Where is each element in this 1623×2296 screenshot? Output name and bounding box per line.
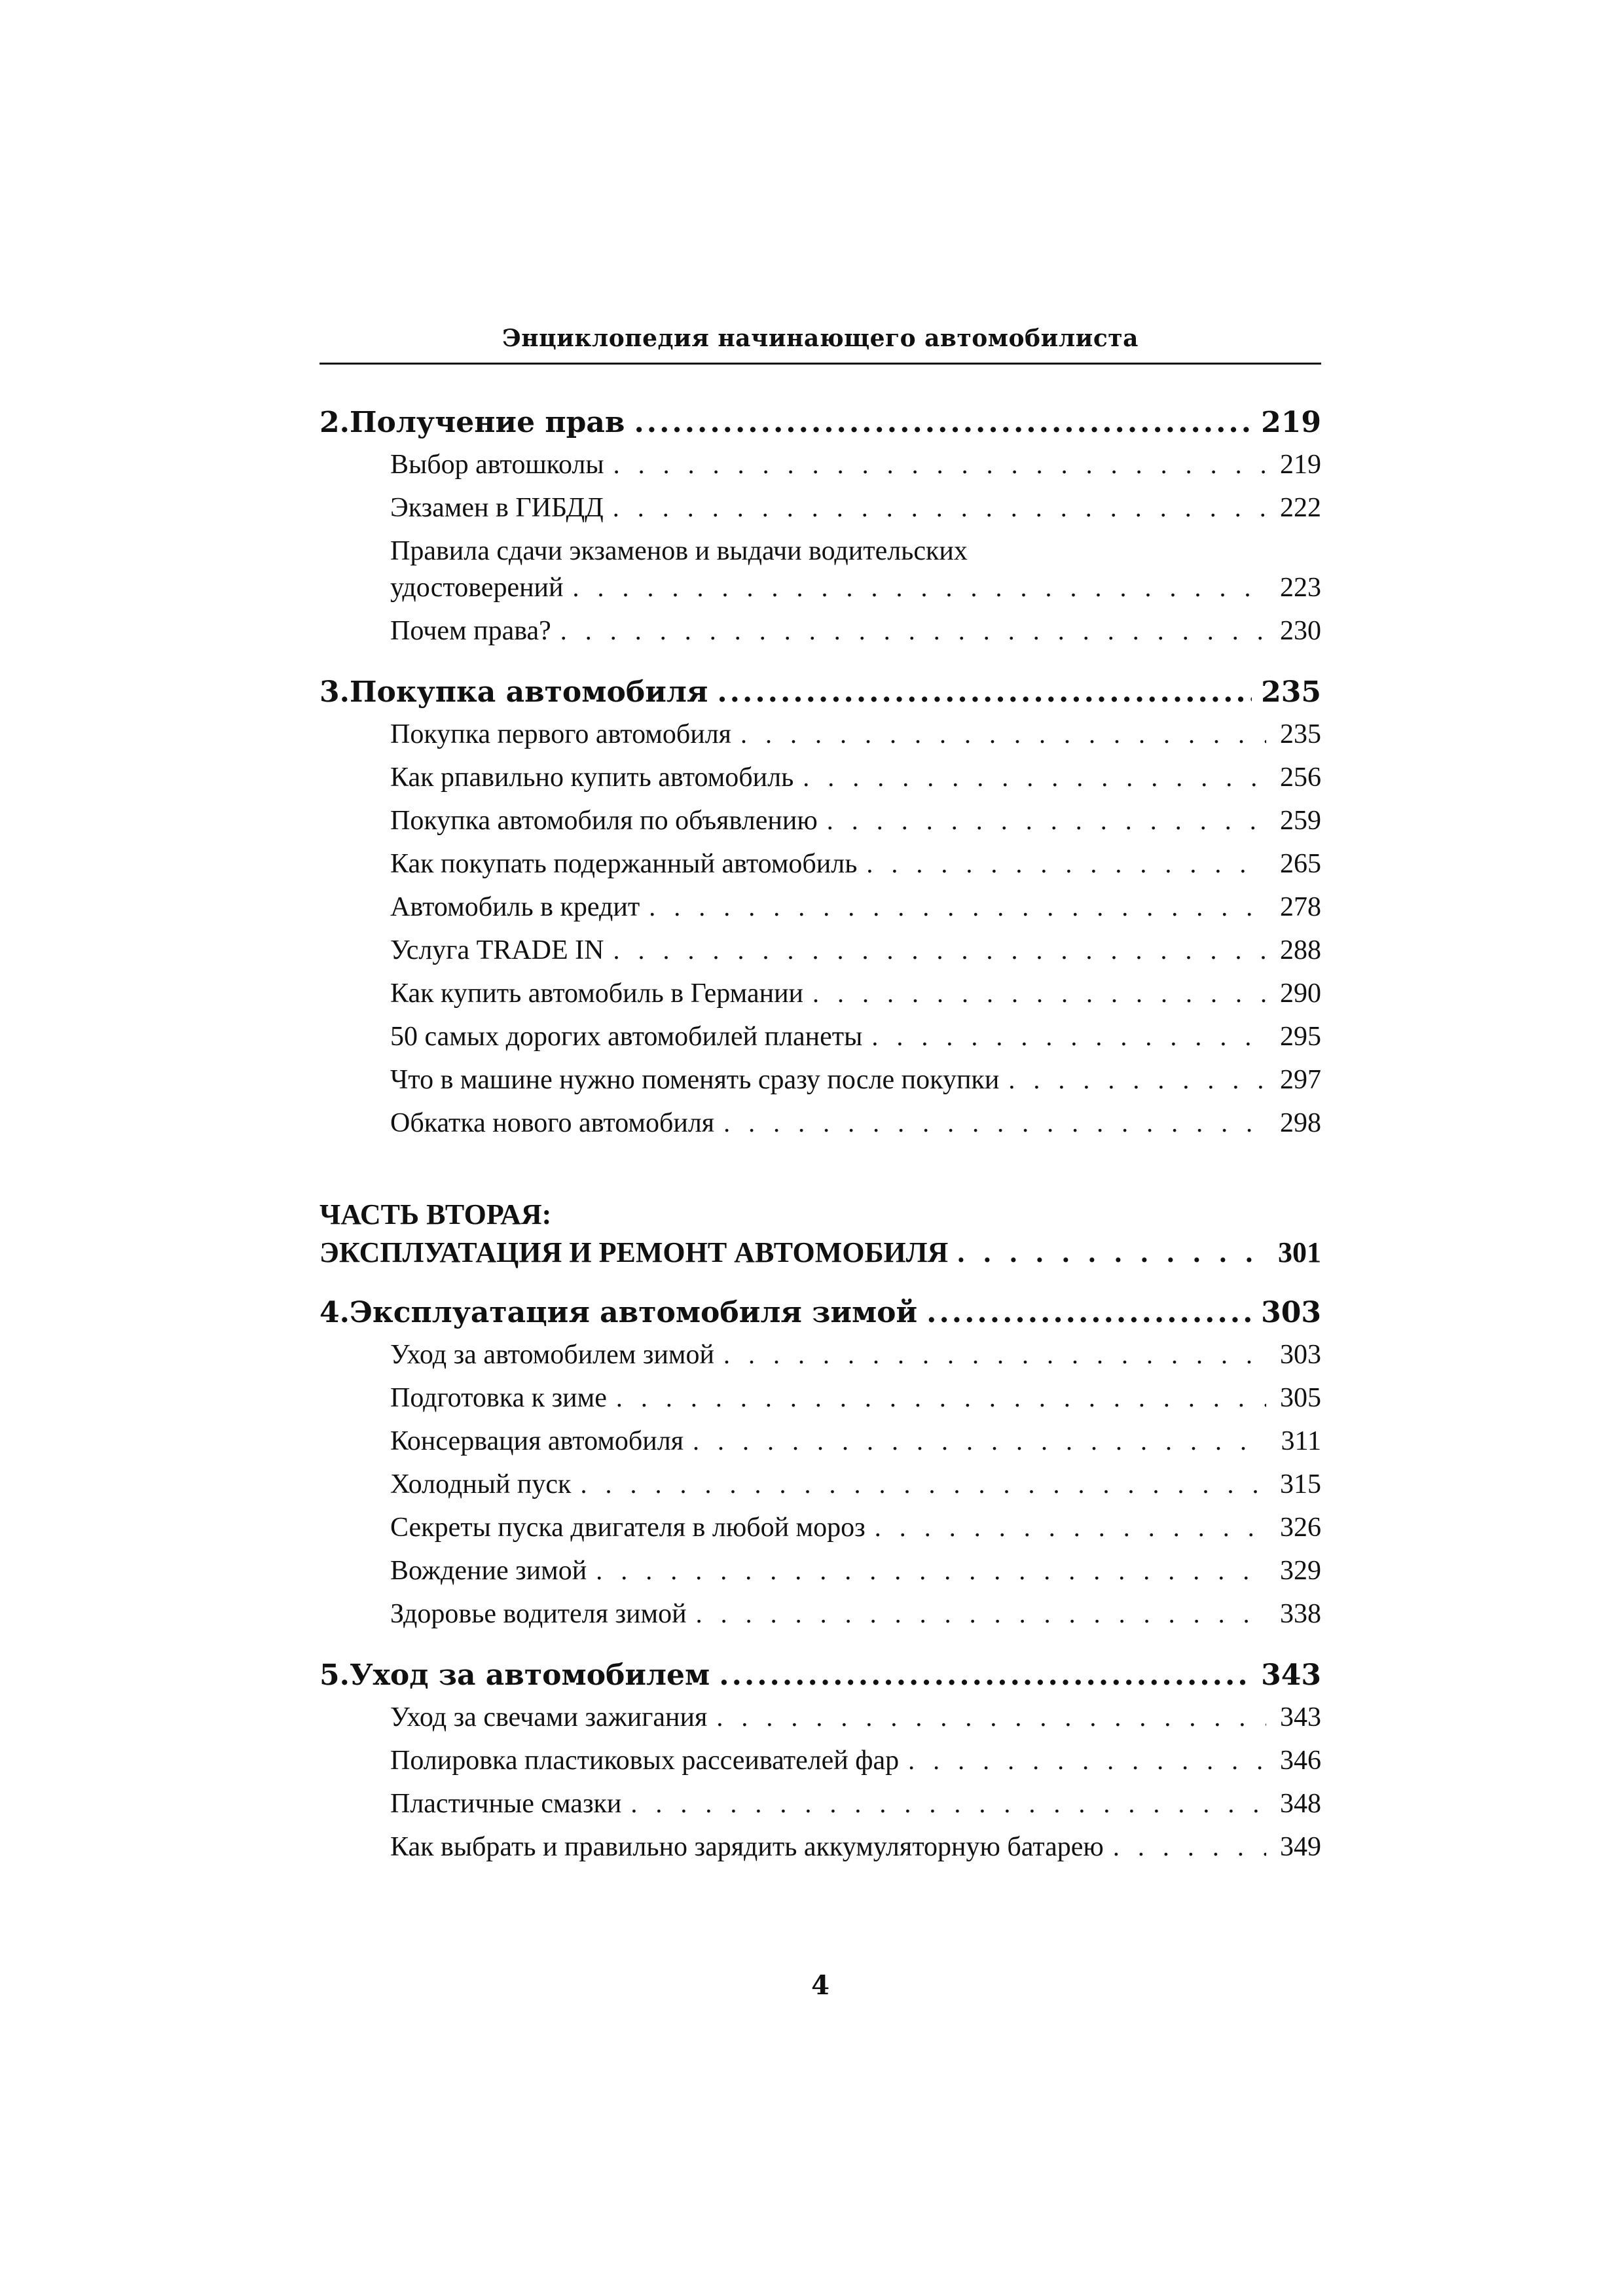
dot-leader (875, 1512, 1266, 1543)
chapter-heading[interactable] (319, 1296, 1321, 1339)
entry-page: 338 (1280, 1599, 1321, 1629)
header-rule (319, 363, 1321, 365)
chapter-page: 303 (1261, 1296, 1321, 1329)
entry-title: Уход за свечами зажигания (390, 1702, 708, 1732)
entry-page: 346 (1280, 1746, 1321, 1776)
dot-leader (719, 1659, 1252, 1692)
part-title: ЭКСПЛУАТАЦИЯ И РЕМОНТ АВТОМОБИЛЯ (319, 1236, 949, 1268)
entry-page: 343 (1280, 1702, 1321, 1732)
dot-leader (634, 406, 1252, 439)
toc-entry[interactable] (319, 978, 1321, 1021)
entry-page: 329 (1280, 1556, 1321, 1586)
dot-leader (613, 492, 1266, 523)
entry-page: 305 (1280, 1383, 1321, 1413)
entry-page: 288 (1280, 935, 1321, 965)
entry-page: 265 (1280, 849, 1321, 879)
toc-entry[interactable] (319, 1702, 1321, 1745)
toc-entry[interactable] (319, 449, 1321, 492)
entry-title: Здоровье водителя зимой (390, 1599, 687, 1629)
toc-entry[interactable] (319, 719, 1321, 762)
dot-leader (693, 1426, 1266, 1456)
entry-title: Уход за автомобилем зимой (390, 1340, 714, 1370)
toc-entry[interactable] (319, 1021, 1321, 1064)
spacer (319, 1151, 1321, 1198)
toc-entry-first-line[interactable] (319, 535, 1392, 572)
entry-title: Холодный пуск (390, 1469, 572, 1499)
dot-leader (560, 615, 1266, 646)
dot-leader (740, 719, 1266, 749)
dot-leader (616, 1382, 1266, 1413)
chapter-title: Покупка автомобиля (349, 675, 708, 709)
chapter-title: Получение прав (349, 406, 625, 439)
dot-leader (957, 1236, 1266, 1269)
entry-title: Почем права? (390, 616, 551, 646)
entry-title: Что в машине нужно поменять сразу после покупки (390, 1065, 1000, 1095)
toc-entry[interactable] (319, 1831, 1321, 1874)
dot-leader (723, 1339, 1266, 1370)
spacer (319, 1279, 1321, 1296)
part-page: 301 (1278, 1236, 1321, 1268)
chapter-page: 343 (1261, 1659, 1321, 1692)
dot-leader (580, 1469, 1266, 1499)
toc-entry[interactable] (319, 572, 1321, 615)
chapter-number: 3. (319, 675, 350, 709)
dot-leader (573, 572, 1266, 603)
entry-title: Секреты пуска двигателя в любой мороз (390, 1513, 866, 1543)
entry-title-line1: Правила сдачи экзаменов и выдачи водительских (390, 536, 968, 566)
toc-entry[interactable] (319, 1598, 1321, 1641)
toc-entry[interactable] (319, 805, 1321, 848)
toc-entry[interactable] (319, 935, 1321, 978)
chapter-title: Уход за автомобилем (349, 1659, 710, 1692)
toc-entry[interactable] (319, 1469, 1321, 1512)
entry-page: 348 (1280, 1789, 1321, 1819)
dot-leader (866, 848, 1266, 879)
entry-page: 278 (1280, 892, 1321, 922)
toc-entry[interactable] (319, 1382, 1321, 1426)
chapter-number: 5. (319, 1659, 350, 1692)
dot-leader (596, 1555, 1266, 1586)
part-heading[interactable] (319, 1236, 1321, 1279)
dot-leader (723, 1107, 1266, 1138)
part-label-text: ЧАСТЬ ВТОРАЯ: (319, 1198, 552, 1230)
toc-entry[interactable] (319, 1339, 1321, 1382)
chapter-heading[interactable] (319, 675, 1321, 719)
entry-page: 230 (1280, 616, 1321, 646)
dot-leader (696, 1598, 1266, 1629)
dot-leader (803, 762, 1266, 793)
entry-title: Вождение зимой (390, 1556, 587, 1586)
entry-title: Обкатка нового автомобиля (390, 1108, 715, 1138)
chapter-number: 4. (319, 1296, 350, 1329)
toc-entry[interactable] (319, 848, 1321, 891)
entry-title: Пластичные смазки (390, 1789, 622, 1819)
dot-leader (827, 805, 1266, 836)
entry-title: удостоверений (390, 573, 564, 603)
dot-leader (630, 1788, 1266, 1819)
spacer (319, 658, 1321, 675)
entry-title: Покупка первого автомобиля (390, 719, 732, 749)
part-label (319, 1198, 1321, 1236)
entry-page: 298 (1280, 1108, 1321, 1138)
table-of-contents (319, 406, 1321, 1874)
entry-page: 290 (1280, 978, 1321, 1009)
entry-page: 315 (1280, 1469, 1321, 1499)
dot-leader (1113, 1831, 1266, 1862)
dot-leader (871, 1021, 1266, 1052)
chapter-page: 235 (1261, 675, 1321, 709)
running-head: Энциклопедия начинающего автомобилиста (502, 325, 1139, 352)
dot-leader (717, 675, 1252, 709)
dot-leader (812, 978, 1266, 1009)
entry-title: Как рпавильно купить автомобиль (390, 762, 794, 793)
chapter-number: 2. (319, 406, 350, 439)
entry-page: 295 (1280, 1022, 1321, 1052)
toc-entry[interactable] (319, 1064, 1321, 1107)
toc-entry[interactable] (319, 1107, 1321, 1151)
entry-title: Автомобиль в кредит (390, 892, 640, 922)
toc-entry[interactable] (319, 1788, 1321, 1831)
entry-page: 223 (1280, 573, 1321, 603)
toc-entry[interactable] (319, 891, 1321, 935)
entry-title: Как покупать подержанный автомобиль (390, 849, 858, 879)
dot-leader (908, 1745, 1266, 1776)
dot-leader (716, 1702, 1266, 1732)
entry-page: 297 (1280, 1065, 1321, 1095)
entry-title: Подготовка к зиме (390, 1383, 607, 1413)
toc-entry[interactable] (319, 1745, 1321, 1788)
dot-leader (613, 935, 1266, 965)
entry-page: 235 (1280, 719, 1321, 749)
entry-title: Консервация автомобиля (390, 1426, 684, 1456)
dot-leader (926, 1296, 1252, 1329)
entry-title: Как выбрать и правильно зарядить аккумуляторную батарею (390, 1832, 1104, 1862)
entry-title: 50 самых дорогих автомобилей планеты (390, 1022, 863, 1052)
entry-title: Услуга TRADE IN (390, 935, 604, 965)
entry-title: Полировка пластиковых рассеивателей фар (390, 1746, 900, 1776)
entry-title: Экзамен в ГИБДД (390, 493, 604, 523)
entry-page: 349 (1280, 1832, 1321, 1862)
entry-page: 256 (1280, 762, 1321, 793)
toc-entry[interactable] (319, 615, 1321, 658)
chapter-title: Эксплуатация автомобиля зимой (349, 1296, 918, 1329)
entry-page: 326 (1280, 1513, 1321, 1543)
entry-page: 219 (1280, 450, 1321, 480)
dot-leader (649, 891, 1266, 922)
toc-entry[interactable] (319, 1512, 1321, 1555)
entry-title: Выбор автошколы (390, 450, 604, 480)
spacer (319, 1641, 1321, 1659)
chapter-heading[interactable] (319, 406, 1321, 449)
toc-entry[interactable] (319, 762, 1321, 805)
entry-page: 259 (1280, 806, 1321, 836)
chapter-page: 219 (1261, 406, 1321, 439)
dot-leader (613, 449, 1266, 480)
entry-title: Покупка автомобиля по объявлению (390, 806, 818, 836)
chapter-heading[interactable] (319, 1659, 1321, 1702)
dot-leader (1008, 1064, 1266, 1095)
page-number: 4 (811, 1970, 830, 2001)
entry-title: Как купить автомобиль в Германии (390, 978, 804, 1009)
toc-entry[interactable] (319, 1555, 1321, 1598)
toc-entry[interactable] (319, 1426, 1321, 1469)
entry-page: 311 (1281, 1426, 1321, 1456)
entry-page: 303 (1280, 1340, 1321, 1370)
entry-page: 222 (1280, 493, 1321, 523)
toc-entry[interactable] (319, 492, 1321, 535)
